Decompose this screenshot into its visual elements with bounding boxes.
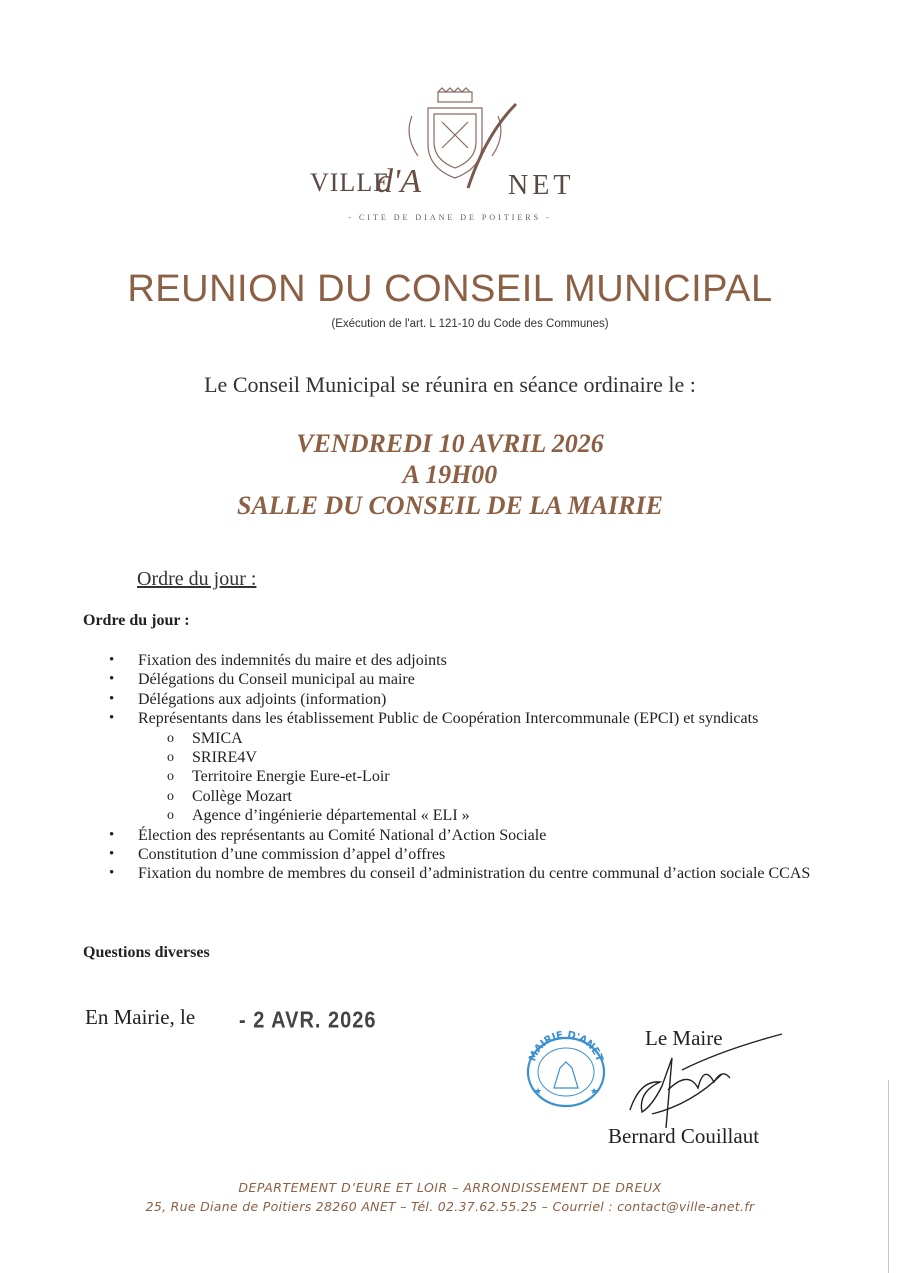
agenda-subitem: o SMICA xyxy=(100,729,820,748)
agenda-item: • Constitution d’une commission d’appel d’offres xyxy=(100,845,820,864)
footer-department: DEPARTEMENT D’EURE ET LOIR – ARRONDISSEMENT DE DREUX xyxy=(238,1180,662,1195)
ordre-du-jour-label: Ordre du jour : xyxy=(83,612,190,629)
ordre-du-jour-heading: Ordre du jour : xyxy=(137,568,257,590)
agenda-item: • Fixation des indemnités du maire et des adjoints xyxy=(100,651,820,670)
agenda-subitem: o Territoire Energie Eure-et-Loir xyxy=(100,767,820,786)
le-maire-label: Le Maire xyxy=(645,1026,723,1050)
meeting-date: VENDREDI 10 AVRIL 2026 xyxy=(296,429,604,458)
agenda-item: • Représentants dans les établissement Public de Coopération Intercommunale (EPCI) et syndicats xyxy=(100,709,820,728)
agenda-subitem: o Collège Mozart xyxy=(100,787,820,806)
date-stamp: - 2 AVR. 2026 xyxy=(239,1008,377,1034)
en-mairie-label: En Mairie, le xyxy=(85,1005,196,1029)
seal-text: MAIRIE D'ANET xyxy=(527,1030,605,1064)
page-title: REUNION DU CONSEIL MUNICIPAL xyxy=(127,268,773,310)
agenda-item: • Délégations du Conseil municipal au maire xyxy=(100,670,820,689)
agenda-item: • Délégations aux adjoints (information) xyxy=(100,690,820,709)
logo-d-letter: d'A xyxy=(376,163,422,200)
meeting-info xyxy=(0,428,900,521)
logo-net-text: NET xyxy=(508,170,575,201)
svg-text:MAIRIE D'ANET xyxy=(527,1030,604,1063)
svg-text:★: ★ xyxy=(534,1086,543,1096)
svg-text:★: ★ xyxy=(590,1086,599,1096)
page-subtitle: (Exécution de l'art. L 121-10 du Code des Communes) xyxy=(331,318,609,330)
footer-address: 25, Rue Diane de Poitiers 28260 ANET – Tél. 02.37.62.55.25 – Courriel : contact@ville-anet.fr xyxy=(145,1199,755,1214)
agenda-subitem: o Agence d’ingénierie départemental « ELI » xyxy=(100,806,820,825)
agenda-subitem: o SRIRE4V xyxy=(100,748,820,767)
meeting-time: A 19H00 xyxy=(402,460,498,489)
intro-text: Le Conseil Municipal se réunira en séance ordinaire le : xyxy=(204,372,696,397)
agenda-item: • Élection des représentants au Comité National d’Action Sociale xyxy=(100,826,820,845)
logo-subtitle: - CITE DE DIANE DE POITIERS - xyxy=(348,213,552,222)
meeting-place: SALLE DU CONSEIL DE LA MAIRIE xyxy=(237,491,663,520)
agenda-list xyxy=(100,651,820,884)
agenda-item: • Fixation du nombre de membres du conseil d’administration du centre communal d’action sociale CCAS xyxy=(100,864,820,883)
mairie-seal-icon xyxy=(520,1030,612,1110)
maire-name: Bernard Couillaut xyxy=(608,1124,760,1148)
questions-diverses: Questions diverses xyxy=(83,944,210,961)
logo-ville-text: VILLE xyxy=(310,168,391,197)
signature-icon xyxy=(622,1030,787,1130)
scan-edge-line xyxy=(888,1080,889,1273)
